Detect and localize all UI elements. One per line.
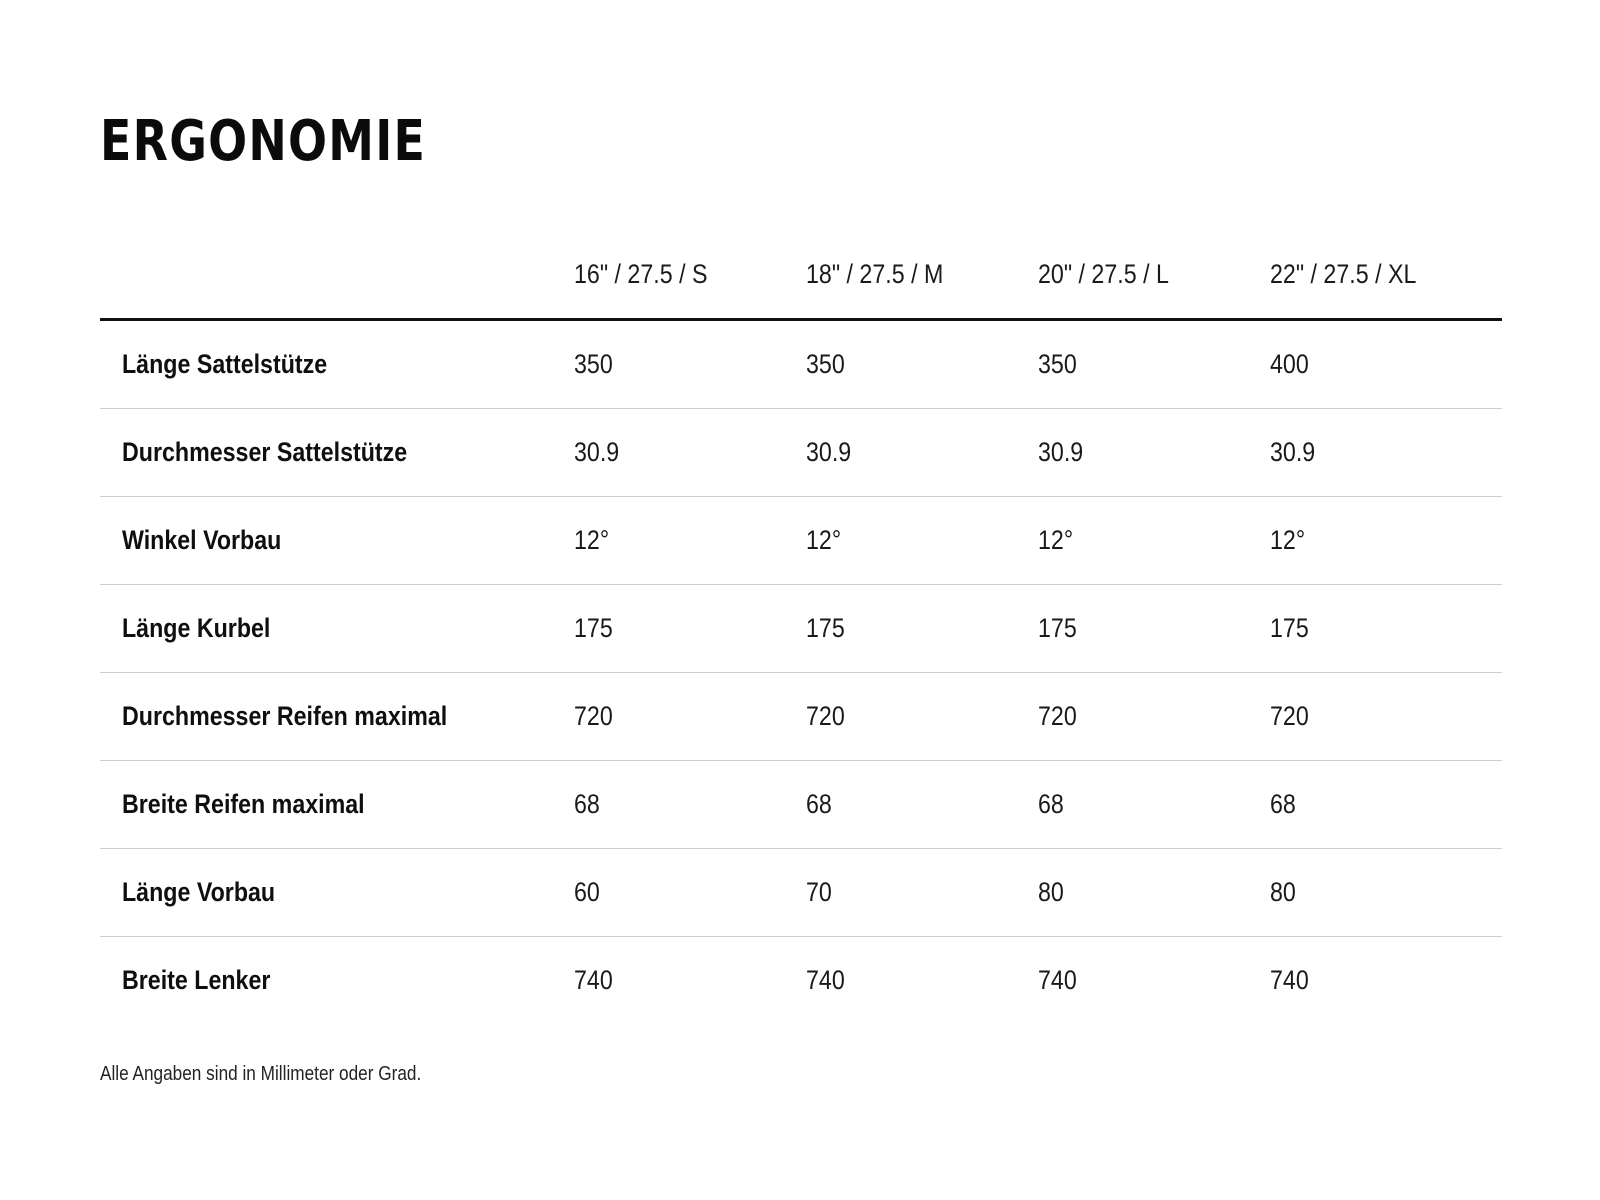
cell-value: 175 [1270, 613, 1309, 643]
row-label: Winkel Vorbau [122, 525, 282, 555]
row-label: Länge Vorbau [122, 877, 276, 907]
value-cell [574, 320, 806, 409]
cell-value: 68 [1270, 789, 1296, 819]
column-header-size [574, 230, 806, 320]
row-label-cell [100, 849, 574, 937]
value-cell [1270, 673, 1502, 761]
cell-value: 740 [1270, 965, 1309, 995]
value-cell [806, 497, 1038, 585]
table-row [100, 497, 1502, 585]
cell-value: 80 [1038, 877, 1064, 907]
cell-value: 68 [806, 789, 832, 819]
row-label: Breite Reifen maximal [122, 789, 365, 819]
cell-value: 12° [574, 525, 610, 555]
row-label-cell [100, 497, 574, 585]
value-cell [574, 849, 806, 937]
cell-value: 12° [1038, 525, 1074, 555]
header-row [100, 230, 1502, 320]
value-cell [806, 585, 1038, 673]
cell-value: 175 [1038, 613, 1077, 643]
cell-value: 740 [574, 965, 613, 995]
cell-value: 350 [1038, 349, 1077, 379]
column-header-size [806, 230, 1038, 320]
value-cell [1270, 849, 1502, 937]
cell-value: 350 [574, 349, 613, 379]
cell-value: 30.9 [574, 437, 620, 467]
table-row [100, 320, 1502, 409]
column-header-label: 20" / 27.5 / L [1038, 258, 1169, 289]
cell-value: 720 [574, 701, 613, 731]
cell-value: 12° [806, 525, 842, 555]
table-row [100, 409, 1502, 497]
cell-value: 68 [1038, 789, 1064, 819]
cell-value: 350 [806, 349, 845, 379]
cell-value: 720 [806, 701, 845, 731]
value-cell [1038, 761, 1270, 849]
table-row [100, 673, 1502, 761]
cell-value: 740 [806, 965, 845, 995]
row-label-cell [100, 937, 574, 1025]
column-header-size [1270, 230, 1502, 320]
cell-value: 12° [1270, 525, 1306, 555]
value-cell [574, 585, 806, 673]
value-cell [1270, 761, 1502, 849]
row-label-cell [100, 320, 574, 409]
row-label-cell [100, 673, 574, 761]
value-cell [1038, 497, 1270, 585]
cell-value: 175 [806, 613, 845, 643]
cell-value: 720 [1270, 701, 1309, 731]
value-cell [806, 761, 1038, 849]
column-header-label: 18" / 27.5 / M [806, 258, 944, 289]
row-label: Durchmesser Sattelstütze [122, 437, 408, 467]
value-cell [1038, 585, 1270, 673]
value-cell [806, 849, 1038, 937]
ergonomics-table [100, 230, 1502, 1024]
value-cell [1038, 409, 1270, 497]
value-cell [1038, 320, 1270, 409]
value-cell [574, 761, 806, 849]
value-cell [806, 409, 1038, 497]
cell-value: 400 [1270, 349, 1309, 379]
header-corner-cell [100, 230, 574, 320]
cell-value: 80 [1270, 877, 1296, 907]
value-cell [806, 320, 1038, 409]
cell-value: 30.9 [1270, 437, 1316, 467]
cell-value: 60 [574, 877, 600, 907]
column-header-label: 16" / 27.5 / S [574, 258, 708, 289]
value-cell [806, 937, 1038, 1025]
value-cell [1270, 497, 1502, 585]
table-row [100, 849, 1502, 937]
column-header-label: 22" / 27.5 / XL [1270, 258, 1417, 289]
table-row [100, 761, 1502, 849]
value-cell [574, 497, 806, 585]
row-label-cell [100, 761, 574, 849]
table-body [100, 320, 1502, 1025]
value-cell [1270, 937, 1502, 1025]
cell-value: 740 [1038, 965, 1077, 995]
value-cell [806, 673, 1038, 761]
cell-value: 70 [806, 877, 832, 907]
value-cell [1270, 585, 1502, 673]
row-label: Durchmesser Reifen maximal [122, 701, 448, 731]
value-cell [1038, 673, 1270, 761]
value-cell [1038, 849, 1270, 937]
table-row [100, 937, 1502, 1025]
row-label: Breite Lenker [122, 965, 271, 995]
cell-value: 720 [1038, 701, 1077, 731]
page-title: ERGONOMIE [100, 109, 427, 174]
cell-value: 30.9 [1038, 437, 1084, 467]
row-label: Länge Kurbel [122, 613, 271, 643]
table-row [100, 585, 1502, 673]
row-label-cell [100, 409, 574, 497]
table-header [100, 230, 1502, 320]
row-label: Länge Sattelstütze [122, 349, 328, 379]
value-cell [574, 673, 806, 761]
row-label-cell [100, 585, 574, 673]
value-cell [1038, 937, 1270, 1025]
value-cell [1270, 409, 1502, 497]
value-cell [574, 937, 806, 1025]
cell-value: 68 [574, 789, 600, 819]
units-footnote: Alle Angaben sind in Millimeter oder Grad. [100, 1063, 422, 1085]
value-cell [574, 409, 806, 497]
value-cell [1270, 320, 1502, 409]
cell-value: 30.9 [806, 437, 852, 467]
cell-value: 175 [574, 613, 613, 643]
column-header-size [1038, 230, 1270, 320]
